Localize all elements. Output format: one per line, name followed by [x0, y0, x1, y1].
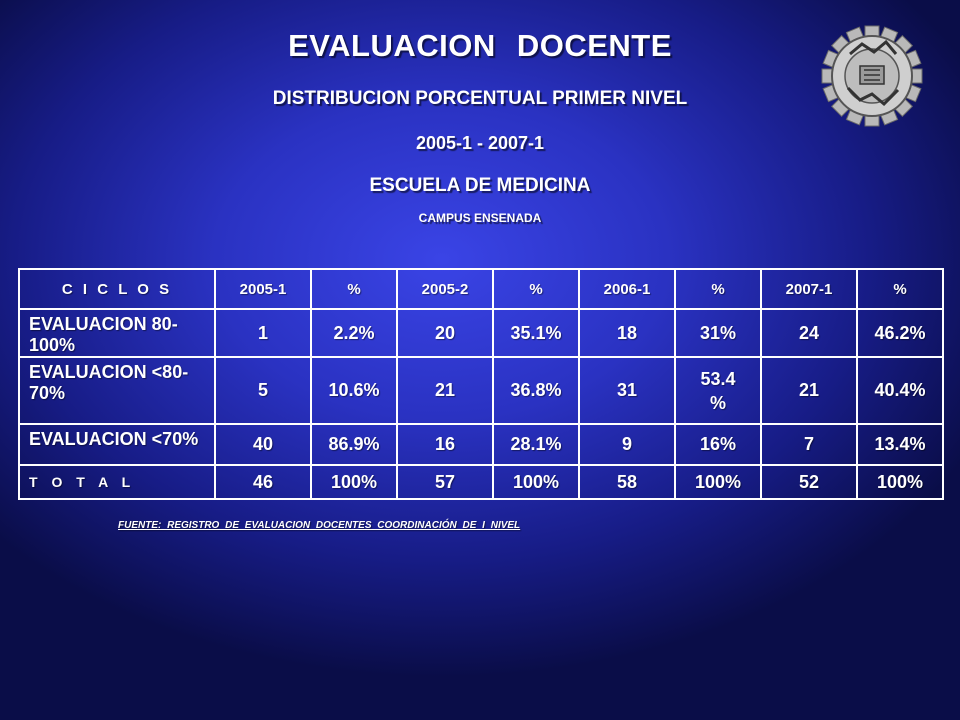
- school-name: ESCUELA DE MEDICINA: [369, 175, 591, 196]
- table-cell: 100%: [311, 465, 397, 499]
- table-cell: 13.4%: [857, 424, 943, 465]
- evaluation-table: [18, 268, 944, 500]
- table-cell: 2.2%: [311, 309, 397, 357]
- page-title: EVALUACION DOCENTE: [288, 28, 672, 63]
- table-cell: 57: [397, 465, 493, 499]
- table-cell: 7: [761, 424, 857, 465]
- university-seal-icon: [820, 24, 924, 128]
- table-cell: 31: [579, 357, 675, 424]
- table-cell: 16: [397, 424, 493, 465]
- table-cell: 100%: [493, 465, 579, 499]
- table-row-total: [19, 465, 943, 499]
- table-cell: 52: [761, 465, 857, 499]
- header-percent: %: [493, 269, 579, 309]
- campus-name: CAMPUS ENSENADA: [418, 211, 542, 225]
- table-cell: 10.6%: [311, 357, 397, 424]
- page-subtitle: DISTRIBUCION PORCENTUAL PRIMER NIVEL: [272, 88, 688, 109]
- header-2007-1: 2007-1: [761, 269, 857, 309]
- table-cell: 100%: [857, 465, 943, 499]
- table-cell: 21: [761, 357, 857, 424]
- header-percent: %: [857, 269, 943, 309]
- table-cell: 46.2%: [857, 309, 943, 357]
- table-cell: 16%: [675, 424, 761, 465]
- table-cell: 24: [761, 309, 857, 357]
- row-label: EVALUACION 80-100%: [19, 309, 215, 357]
- table-row: [19, 424, 943, 465]
- table-cell: 40: [215, 424, 311, 465]
- table-cell: 40.4%: [857, 357, 943, 424]
- table-cell: 53.4 %: [675, 357, 761, 424]
- table-cell: 35.1%: [493, 309, 579, 357]
- header-2005-2: 2005-2: [397, 269, 493, 309]
- table-cell: 31%: [675, 309, 761, 357]
- table-cell: 46: [215, 465, 311, 499]
- period-range: 2005-1 - 2007-1: [415, 133, 545, 153]
- table-cell: 58: [579, 465, 675, 499]
- table-header-row: [19, 269, 943, 309]
- header-2006-1: 2006-1: [579, 269, 675, 309]
- table-cell: 36.8%: [493, 357, 579, 424]
- table-cell: 5: [215, 357, 311, 424]
- table-cell: 1: [215, 309, 311, 357]
- source-note: FUENTE: REGISTRO DE EVALUACION DOCENTES COORDINACIÓN DE I NIVEL: [118, 520, 521, 531]
- table-cell: 28.1%: [493, 424, 579, 465]
- header-ciclos: C I C L O S: [19, 269, 215, 309]
- row-label: EVALUACION <80-70%: [19, 357, 215, 424]
- header-percent: %: [675, 269, 761, 309]
- table-cell: 18: [579, 309, 675, 357]
- table-row: [19, 309, 943, 357]
- table-cell: 86.9%: [311, 424, 397, 465]
- header-2005-1: 2005-1: [215, 269, 311, 309]
- table-cell: 100%: [675, 465, 761, 499]
- table-cell: 21: [397, 357, 493, 424]
- row-label: T O T A L: [19, 465, 215, 499]
- table-cell: 20: [397, 309, 493, 357]
- table-cell: 9: [579, 424, 675, 465]
- header-percent: %: [311, 269, 397, 309]
- table-row: [19, 357, 943, 424]
- row-label: EVALUACION <70%: [19, 424, 215, 465]
